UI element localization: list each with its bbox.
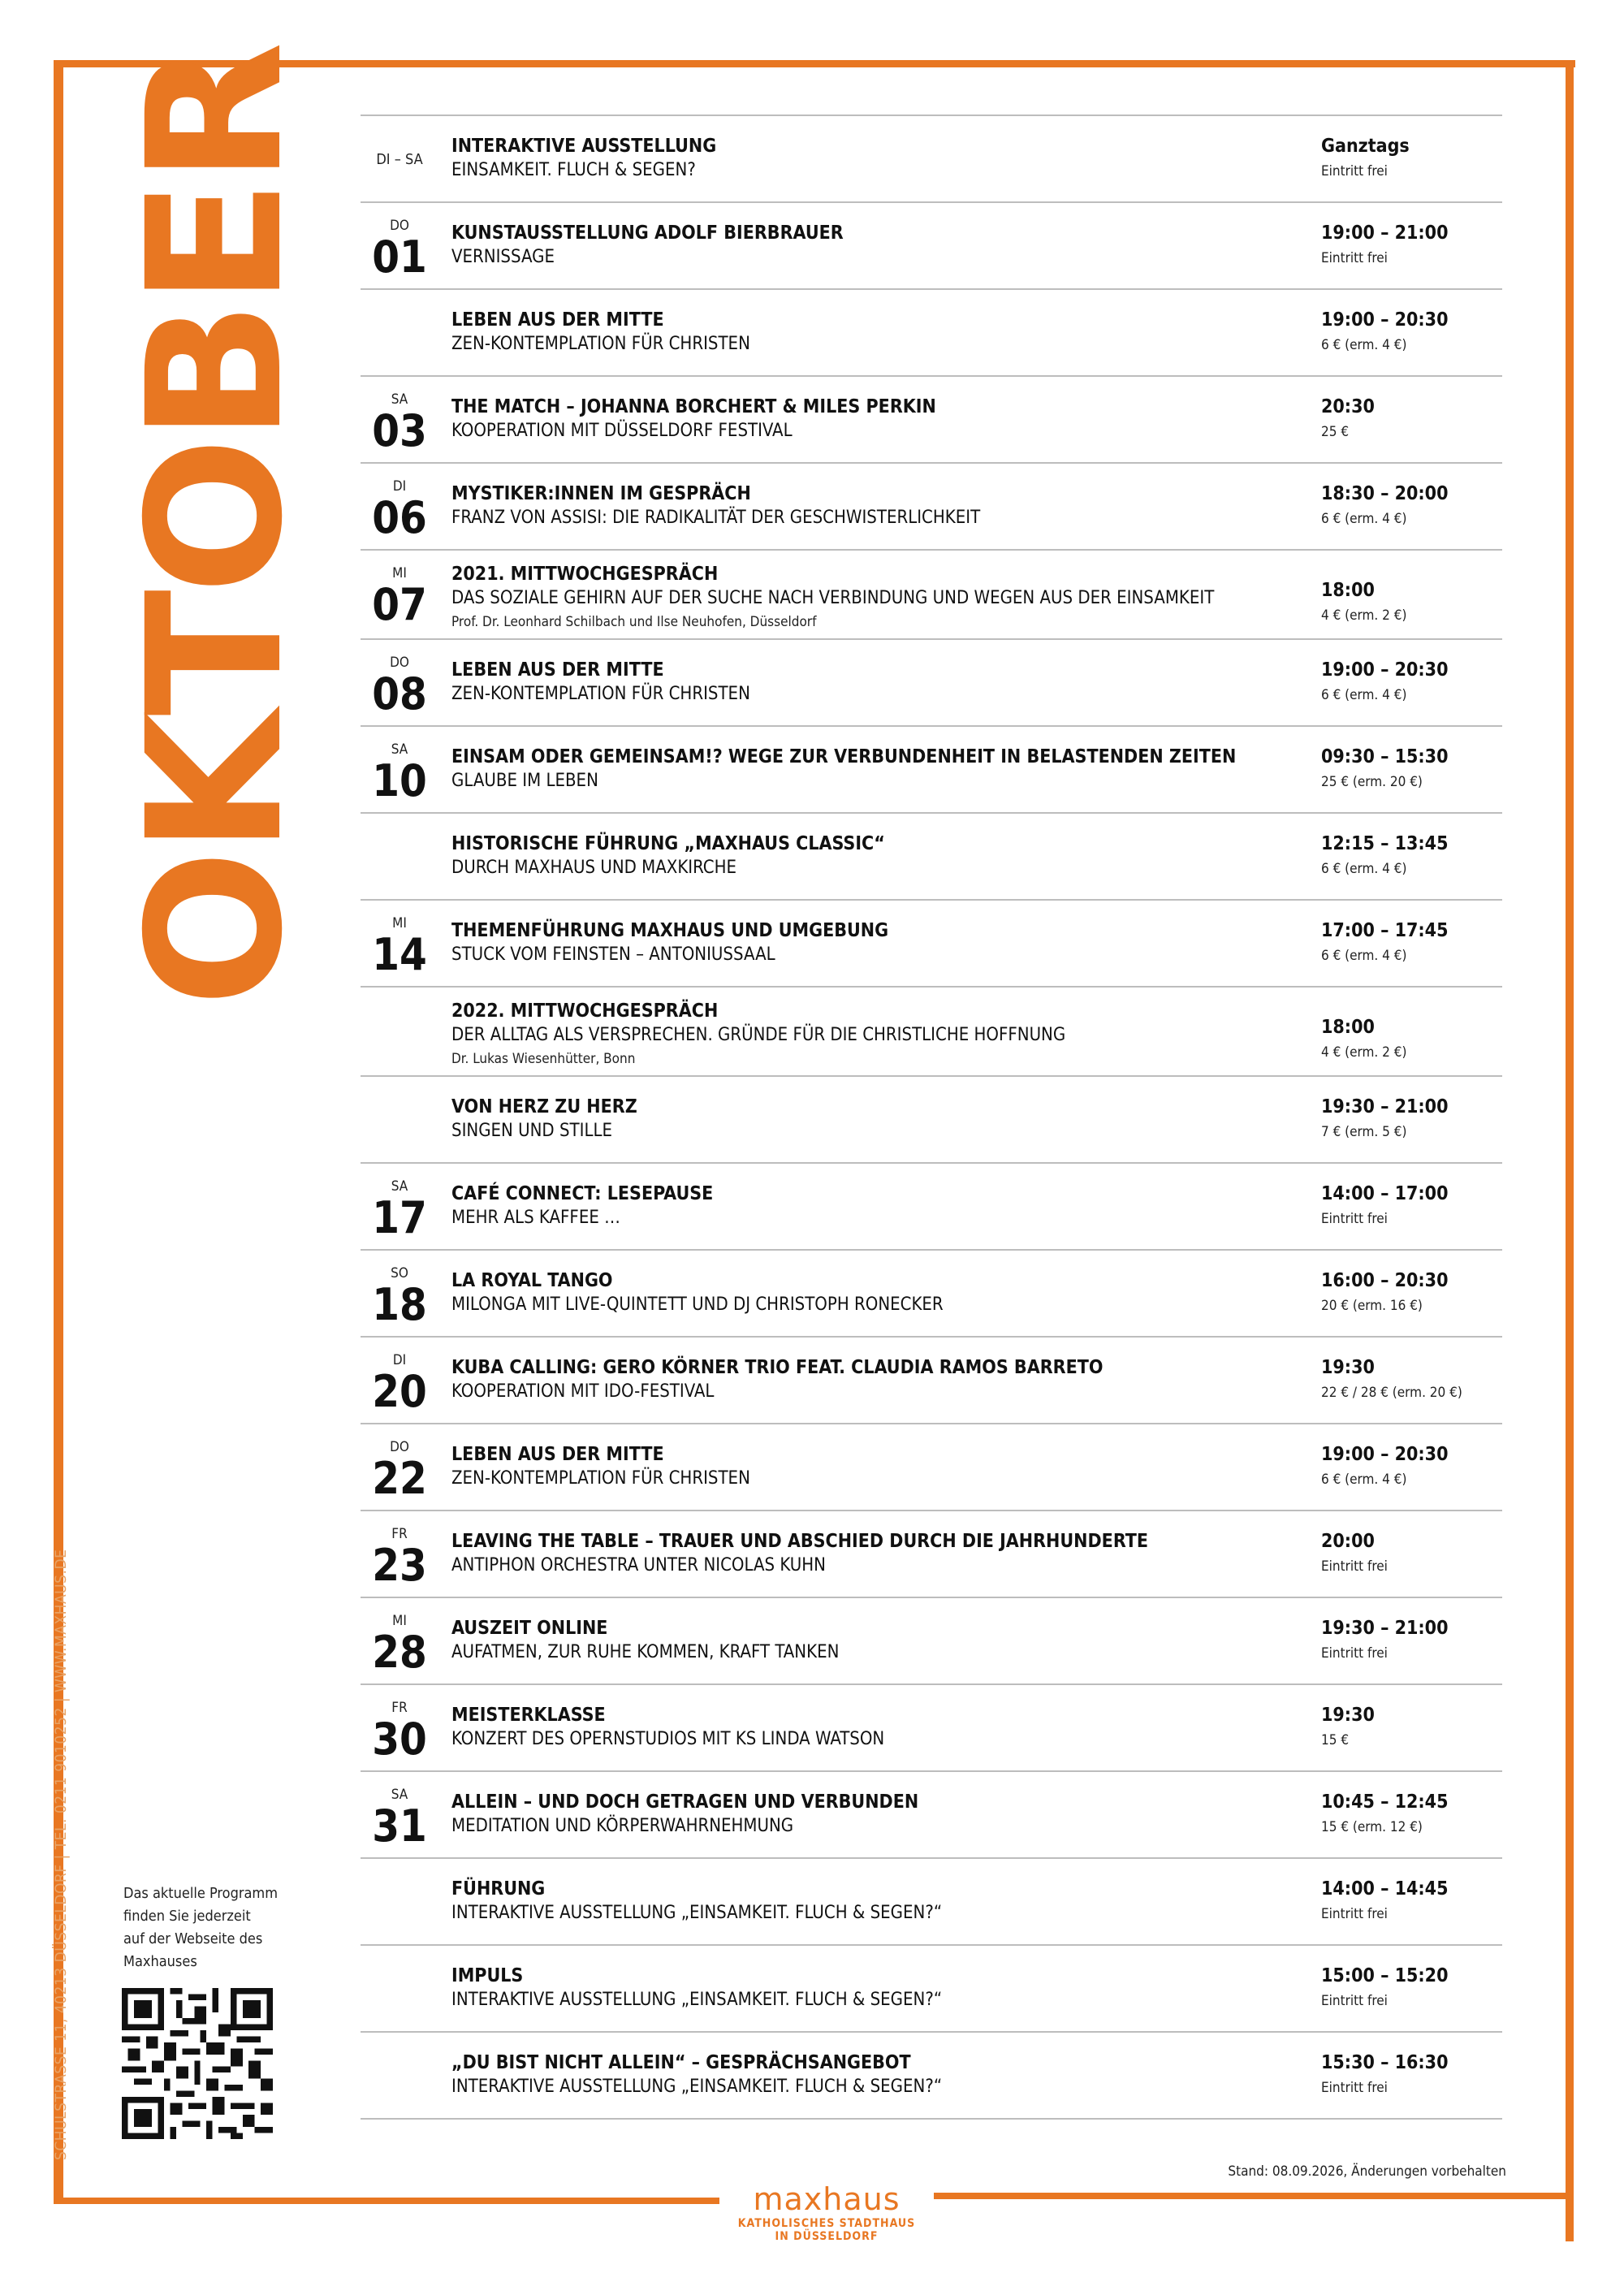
- event-weekday: FR: [391, 1700, 408, 1716]
- event-weekday: FR: [391, 1526, 408, 1542]
- info-line: auf der Webseite des: [123, 1930, 263, 1947]
- info-line: finden Sie jederzeit: [123, 1908, 251, 1925]
- event-day-number: 08: [372, 668, 427, 720]
- event-row: [361, 1338, 1502, 1424]
- event-subtitle: GLAUBE IM LEBEN: [451, 771, 598, 791]
- event-price: Eintritt frei: [1321, 1906, 1388, 1922]
- frame-right-border: [1566, 60, 1574, 2241]
- event-day-number: 20: [372, 1366, 427, 1417]
- event-subtitle: ANTIPHON ORCHESTRA UNTER NICOLAS KUHN: [451, 1555, 826, 1575]
- event-price: Eintritt frei: [1321, 1211, 1388, 1227]
- stand-note: Stand: 08.09.2026, Änderungen vorbehalten: [1228, 2163, 1506, 2180]
- event-price: 6 € (erm. 4 €): [1321, 687, 1407, 703]
- event-speaker: Prof. Dr. Leonhard Schilbach und Ilse Neuhofen, Düsseldorf: [451, 614, 817, 630]
- event-time: 19:00 – 20:30: [1321, 309, 1449, 331]
- event-time: 16:00 – 20:30: [1321, 1270, 1449, 1291]
- event-row: [361, 1946, 1502, 2033]
- event-row: [361, 464, 1502, 551]
- maxhaus-logo: maxhaus: [753, 2181, 901, 2217]
- event-title: CAFÉ CONNECT: LESEPAUSE: [451, 1183, 714, 1204]
- event-price: Eintritt frei: [1321, 1558, 1388, 1575]
- event-day-number: 30: [372, 1714, 427, 1765]
- event-title: MYSTIKER:INNEN IM GESPRÄCH: [451, 483, 751, 504]
- event-price: 6 € (erm. 4 €): [1321, 337, 1407, 353]
- event-row: [361, 1511, 1502, 1598]
- event-subtitle: ZEN-KONTEMPLATION FÜR CHRISTEN: [451, 1468, 750, 1489]
- event-time: 19:30: [1321, 1357, 1375, 1378]
- event-time: 18:30 – 20:00: [1321, 483, 1449, 504]
- logo-subtitle-line: IN DÜSSELDORF: [775, 2230, 879, 2243]
- event-price: Eintritt frei: [1321, 1993, 1388, 2009]
- event-time: 18:00: [1321, 580, 1375, 601]
- event-day-number: 03: [372, 405, 427, 456]
- event-day-number: 22: [372, 1453, 427, 1504]
- event-subtitle: SINGEN UND STILLE: [451, 1121, 612, 1141]
- event-title: THEMENFÜHRUNG MAXHAUS UND UMGEBUNG: [451, 920, 889, 941]
- event-time: 12:15 – 13:45: [1321, 833, 1449, 854]
- event-weekday: MI: [392, 915, 407, 931]
- event-weekday: DO: [390, 1439, 409, 1455]
- event-row: [361, 377, 1502, 464]
- program-info-text: [123, 1882, 310, 1973]
- event-title: EINSAM ODER GEMEINSAM!? WEGE ZUR VERBUNDENHEIT IN BELASTENDEN ZEITEN: [451, 746, 1237, 767]
- event-row: [361, 1164, 1502, 1251]
- event-price: 4 € (erm. 2 €): [1321, 607, 1407, 624]
- event-title: MEISTERKLASSE: [451, 1705, 606, 1726]
- event-subtitle: FRANZ VON ASSISI: DIE RADIKALITÄT DER GESCHWISTERLICHKEIT: [451, 508, 981, 528]
- event-title: HISTORISCHE FÜHRUNG „MAXHAUS CLASSIC“: [451, 833, 885, 854]
- event-price: 20 € (erm. 16 €): [1321, 1298, 1423, 1314]
- event-title: LEBEN AUS DER MITTE: [451, 1444, 664, 1465]
- event-price: 6 € (erm. 4 €): [1321, 1472, 1407, 1488]
- event-subtitle: KONZERT DES OPERNSTUDIOS MIT KS LINDA WATSON: [451, 1729, 885, 1749]
- event-date-range: DI – SA: [376, 151, 423, 168]
- event-price: 6 € (erm. 4 €): [1321, 948, 1407, 964]
- event-day-number: 17: [372, 1192, 427, 1243]
- event-title: 2021. MITTWOCHGESPRÄCH: [451, 564, 719, 585]
- event-time: Ganztags: [1321, 136, 1410, 157]
- event-subtitle: ZEN-KONTEMPLATION FÜR CHRISTEN: [451, 334, 750, 354]
- event-row: [361, 290, 1502, 377]
- event-price: 6 € (erm. 4 €): [1321, 511, 1407, 527]
- event-price: 4 € (erm. 2 €): [1321, 1044, 1407, 1061]
- event-title: ALLEIN – UND DOCH GETRAGEN UND VERBUNDEN: [451, 1791, 919, 1813]
- event-price: 15 €: [1321, 1732, 1350, 1748]
- event-day-number: 18: [372, 1279, 427, 1330]
- event-weekday: DI: [392, 478, 407, 495]
- info-line: Das aktuelle Programm: [123, 1885, 278, 1902]
- event-title: AUSZEIT ONLINE: [451, 1618, 608, 1639]
- event-time: 19:00 – 21:00: [1321, 223, 1449, 244]
- event-price: Eintritt frei: [1321, 2080, 1388, 2096]
- event-time: 19:30 – 21:00: [1321, 1618, 1449, 1639]
- event-speaker: Dr. Lukas Wiesenhütter, Bonn: [451, 1051, 636, 1067]
- event-row: [361, 551, 1502, 640]
- event-title: VON HERZ ZU HERZ: [451, 1096, 637, 1117]
- event-time: 20:30: [1321, 396, 1375, 417]
- event-subtitle: EINSAMKEIT. FLUCH & SEGEN?: [451, 160, 696, 180]
- event-time: 20:00: [1321, 1531, 1375, 1552]
- event-title: KUNSTAUSSTELLUNG ADOLF BIERBRAUER: [451, 223, 844, 244]
- event-row: [361, 1077, 1502, 1164]
- event-title: IMPULS: [451, 1965, 524, 1986]
- event-subtitle: INTERAKTIVE AUSSTELLUNG „EINSAMKEIT. FLUCH & SEGEN?“: [451, 2077, 943, 2097]
- event-title: LEBEN AUS DER MITTE: [451, 659, 664, 681]
- event-price: 6 € (erm. 4 €): [1321, 861, 1407, 877]
- event-subtitle: AUFATMEN, ZUR RUHE KOMMEN, KRAFT TANKEN: [451, 1642, 840, 1662]
- event-time: 19:00 – 20:30: [1321, 659, 1449, 681]
- event-time: 19:00 – 20:30: [1321, 1444, 1449, 1465]
- event-weekday: SA: [391, 391, 408, 408]
- event-price: 7 € (erm. 5 €): [1321, 1124, 1407, 1140]
- event-price: Eintritt frei: [1321, 1645, 1388, 1662]
- event-day-number: 31: [372, 1800, 427, 1852]
- event-subtitle: DURCH MAXHAUS UND MAXKIRCHE: [451, 858, 737, 878]
- event-subtitle: DER ALLTAG ALS VERSPRECHEN. GRÜNDE FÜR DIE CHRISTLICHE HOFFNUNG: [451, 1025, 1066, 1045]
- event-weekday: MI: [392, 565, 407, 581]
- event-title: FÜHRUNG: [451, 1878, 546, 1900]
- event-weekday: SA: [391, 1178, 408, 1195]
- event-day-number: 01: [372, 231, 427, 283]
- event-row: [361, 116, 1502, 203]
- event-row: [361, 814, 1502, 901]
- event-row: [361, 1772, 1502, 1859]
- event-row: [361, 2033, 1502, 2120]
- qr-code-icon[interactable]: [122, 1988, 273, 2139]
- event-time: 15:00 – 15:20: [1321, 1965, 1449, 1986]
- event-price: 25 €: [1321, 424, 1350, 440]
- event-title: THE MATCH – JOHANNA BORCHERT & MILES PERKIN: [451, 396, 936, 417]
- event-time: 19:30: [1321, 1705, 1375, 1726]
- event-time: 10:45 – 12:45: [1321, 1791, 1449, 1813]
- event-row: [361, 727, 1502, 814]
- event-row: [361, 640, 1502, 727]
- event-row: [361, 203, 1502, 290]
- event-title: „DU BIST NICHT ALLEIN“ – GESPRÄCHSANGEBOT: [451, 2052, 911, 2073]
- event-day-number: 23: [372, 1540, 427, 1591]
- event-title: KUBA CALLING: GERO KÖRNER TRIO FEAT. CLAUDIA RAMOS BARRETO: [451, 1357, 1104, 1378]
- event-row: [361, 1685, 1502, 1772]
- event-weekday: SA: [391, 1787, 408, 1803]
- event-time: 15:30 – 16:30: [1321, 2052, 1449, 2073]
- event-subtitle: MILONGA MIT LIVE-QUINTETT UND DJ CHRISTOPH RONECKER: [451, 1294, 944, 1315]
- event-row: [361, 1251, 1502, 1338]
- event-row: [361, 901, 1502, 988]
- event-weekday: MI: [392, 1613, 407, 1629]
- event-time: 09:30 – 15:30: [1321, 746, 1449, 767]
- event-row: [361, 988, 1502, 1077]
- event-day-number: 06: [372, 492, 427, 543]
- event-time: 17:00 – 17:45: [1321, 920, 1449, 941]
- event-weekday: SA: [391, 741, 408, 758]
- event-day-number: 14: [372, 929, 427, 980]
- event-price: 25 € (erm. 20 €): [1321, 774, 1423, 790]
- event-subtitle: DAS SOZIALE GEHIRN AUF DER SUCHE NACH VERBINDUNG UND WEGEN AUS DER EINSAMKEIT: [451, 588, 1215, 608]
- event-subtitle: KOOPERATION MIT DÜSSELDORF FESTIVAL: [451, 421, 793, 441]
- event-title: INTERAKTIVE AUSSTELLUNG: [451, 136, 717, 157]
- event-subtitle: KOOPERATION MIT IDO-FESTIVAL: [451, 1381, 715, 1402]
- event-title: 2022. MITTWOCHGESPRÄCH: [451, 1001, 719, 1022]
- event-subtitle: MEDITATION UND KÖRPERWAHRNEHMUNG: [451, 1816, 794, 1836]
- event-price: Eintritt frei: [1321, 163, 1388, 179]
- event-price: 15 € (erm. 12 €): [1321, 1819, 1423, 1835]
- event-price: 22 € / 28 € (erm. 20 €): [1321, 1385, 1462, 1401]
- event-schedule: [361, 115, 1502, 2120]
- event-subtitle: MEHR ALS KAFFEE …: [451, 1208, 620, 1228]
- event-time: 14:00 – 17:00: [1321, 1183, 1449, 1204]
- event-subtitle: INTERAKTIVE AUSSTELLUNG „EINSAMKEIT. FLUCH & SEGEN?“: [451, 1990, 943, 2010]
- event-price: Eintritt frei: [1321, 250, 1388, 266]
- event-weekday: DO: [390, 655, 409, 671]
- event-subtitle: VERNISSAGE: [451, 247, 555, 267]
- info-line: Maxhauses: [123, 1953, 197, 1970]
- maxhaus-logo-subtitle: [715, 2217, 939, 2243]
- event-weekday: DI: [392, 1352, 407, 1368]
- event-row: [361, 1424, 1502, 1511]
- event-time: 19:30 – 21:00: [1321, 1096, 1449, 1117]
- event-subtitle: INTERAKTIVE AUSSTELLUNG „EINSAMKEIT. FLUCH & SEGEN?“: [451, 1903, 943, 1923]
- event-weekday: SO: [391, 1265, 408, 1281]
- event-day-number: 28: [372, 1627, 427, 1678]
- event-subtitle: ZEN-KONTEMPLATION FÜR CHRISTEN: [451, 684, 750, 704]
- event-day-number: 10: [372, 755, 427, 806]
- frame-bottom-border-left: [54, 2198, 719, 2204]
- event-weekday: DO: [390, 218, 409, 234]
- event-title: LEBEN AUS DER MITTE: [451, 309, 664, 331]
- event-title: LEAVING THE TABLE – TRAUER UND ABSCHIED DURCH DIE JAHRHUNDERTE: [451, 1531, 1148, 1552]
- month-title: OKTOBER: [107, 46, 323, 1007]
- event-day-number: 07: [372, 579, 427, 630]
- event-row: [361, 1859, 1502, 1946]
- event-time: 14:00 – 14:45: [1321, 1878, 1449, 1900]
- side-address: SCHULSTRASSE 11, 40213 DÜSSELDORF | TEL. 0211 9010252 | WWW.MAXHAUS.DE: [52, 1549, 70, 2160]
- event-subtitle: STUCK VOM FEINSTEN – ANTONIUSSAAL: [451, 944, 775, 965]
- frame-bottom-border-right: [934, 2193, 1574, 2199]
- event-time: 18:00: [1321, 1017, 1375, 1038]
- event-row: [361, 1598, 1502, 1685]
- logo-subtitle-line: KATHOLISCHES STADTHAUS: [737, 2217, 916, 2230]
- event-title: LA ROYAL TANGO: [451, 1270, 613, 1291]
